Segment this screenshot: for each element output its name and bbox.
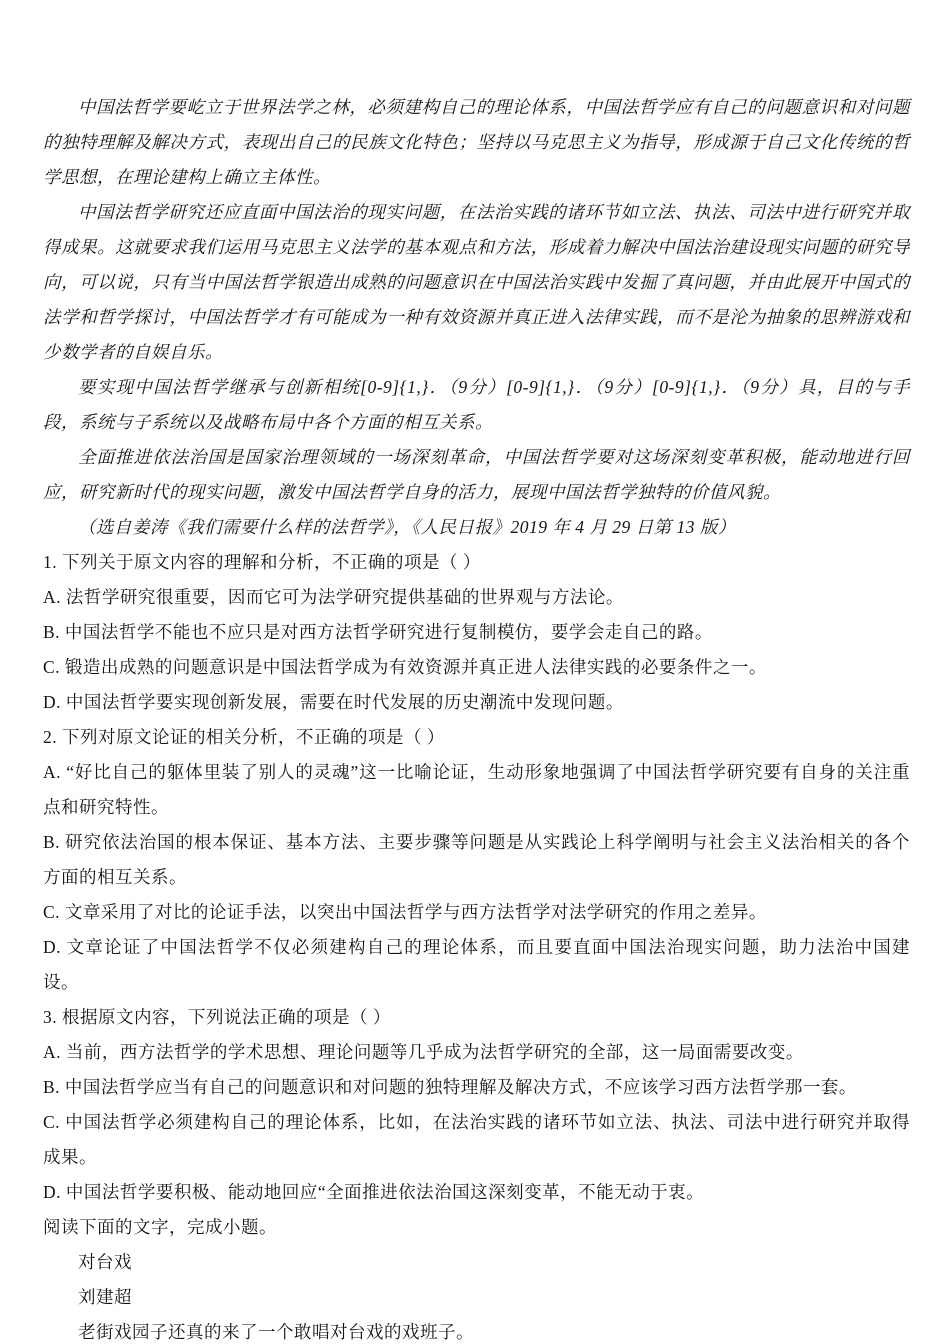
passage-paragraph-1: 中国法哲学要屹立于世界法学之林，必须建构自己的理论体系，中国法哲学应有自己的问题意识和对问题的独特理解及解决方式，表现出自己的民族文化特色；坚持以马克思主义为指导，形成源于自己文化传统的哲学思想，在理论建构上确立主体性。 xyxy=(43,97,910,187)
question-2-option-a: A. “好比自己的躯体里装了别人的灵魂”这一比喻论证，生动形象地强调了中国法哲学研究要有自身的关注重点和研究特性。 xyxy=(43,762,910,817)
reading-instruction: 阅读下面的文字，完成小题。 xyxy=(43,1217,277,1237)
question-1-option-c: C. 锻造出成熟的问题意识是中国法哲学成为有效资源并真正进人法律实践的必要条件之一。 xyxy=(43,657,767,677)
question-2-option-c: C. 文章采用了对比的论证手法，以突出中国法哲学与西方法哲学对法学研究的作用之差异。 xyxy=(43,902,767,922)
question-1-option-a: A. 法哲学研究很重要，因而它可为法学研究提供基础的世界观与方法论。 xyxy=(43,587,624,607)
question-1-option-b: B. 中国法哲学不能也不应只是对西方法哲学研究进行复制模仿，要学会走自己的路。 xyxy=(43,622,713,642)
passage-source-citation: （选自姜涛《我们需要什么样的法哲学》，《人民日报》2019 年 4 月 29 日第 13 版） xyxy=(78,517,736,537)
story-author: 刘建超 xyxy=(78,1287,132,1307)
question-1-option-d: D. 中国法哲学要实现创新发展，需要在时代发展的历史潮流中发现问题。 xyxy=(43,692,624,712)
story-first-line: 老街戏园子还真的来了一个敢唱对台戏的戏班子。 xyxy=(78,1322,474,1342)
passage-paragraph-2: 中国法哲学研究还应直面中国法治的现实问题，在法治实践的诸环节如立法、执法、司法中进行研究并取得成果。这就要求我们运用马克思主义法学的基本观点和方法，形成着力解决中国法治建设现实问题的研究导向，可以说，只有当中国法哲学银造出成熟的问题意识在中国法治实践中发掘了真问题，并由此展开中国式的法学和哲学探讨，中国法哲学才有可能成为一种有效资源并真正进入法律实践，而不是沦为抽象的思辨游戏和少数学者的自娱自乐。 xyxy=(43,202,910,362)
question-3-option-a: A. 当前，西方法哲学的学术思想、理论问题等几乎成为法哲学研究的全部，这一局面需要改变。 xyxy=(43,1042,804,1062)
question-3-option-d: D. 中国法哲学要积极、能动地回应“全面推进依法治国这深刻变革，不能无动于衷。 xyxy=(43,1182,705,1202)
question-1-stem: 1. 下列关于原文内容的理解和分析，不正确的项是（ ） xyxy=(43,552,481,572)
question-3-option-c: C. 中国法哲学必须建构自己的理论体系，比如，在法治实践的诸环节如立法、执法、司法中进行研究并取得成果。 xyxy=(43,1112,910,1167)
question-2-option-b: B. 研究依法治国的根本保证、基本方法、主要步骤等问题是从实践论上科学阐明与社会主义法治相关的各个方面的相互关系。 xyxy=(43,832,910,887)
story-title: 对台戏 xyxy=(78,1252,132,1272)
question-3-option-b: B. 中国法哲学应当有自己的问题意识和对问题的独特理解及解决方式，不应该学习西方法哲学那一套。 xyxy=(43,1077,857,1097)
passage-paragraph-3: 要实现中国法哲学继承与创新相统[0-9]{1,}．（9分）[0-9]{1,}．（9分）[0-9]{1,}．（9分）具，目的与手段，系统与子系统以及战略布局中各个方面的相互关系。 xyxy=(43,377,910,432)
question-3-stem: 3. 根据原文内容，下列说法正确的项是（ ） xyxy=(43,1007,391,1027)
question-2-option-d: D. 文章论证了中国法哲学不仅必须建构自己的理论体系，而且要直面中国法治现实问题，助力法治中国建设。 xyxy=(43,937,910,992)
passage-paragraph-4: 全面推进依法治国是国家治理领域的一场深刻革命，中国法哲学要对这场深刻变革积极，能动地进行回应，研究新时代的现实问题，激发中国法哲学自身的活力，展现中国法哲学独特的价值风貌。 xyxy=(43,447,910,502)
question-2-stem: 2. 下列对原文论证的相关分析，不正确的项是（ ） xyxy=(43,727,445,747)
